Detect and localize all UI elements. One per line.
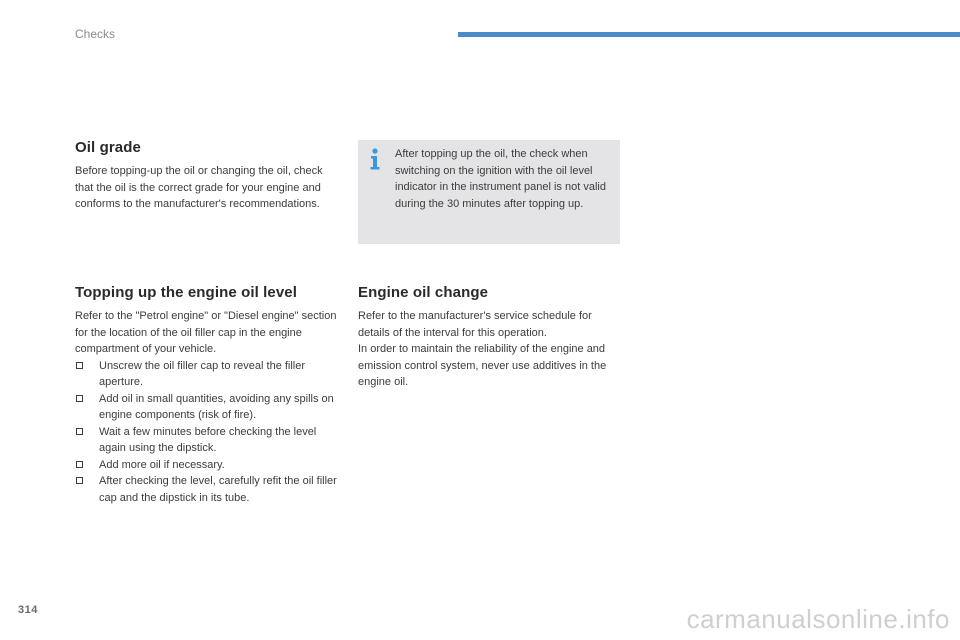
- oil-grade-heading: Oil grade: [75, 139, 141, 156]
- section-title: Checks: [75, 27, 116, 41]
- topping-up-steps: [75, 358, 340, 507]
- info-note-text: After topping up the oil, the check when switching on the ignition with the oil level indicator in the instrument panel is not valid during the 30 minutes after topping up.: [395, 148, 606, 210]
- oil-grade-section: [75, 139, 340, 213]
- topping-up-intro: Refer to the "Petrol engine" or "Diesel engine" section for the location of the oil filler cap in the engine compartment of your vehicle.: [75, 310, 337, 355]
- info-note-box: [358, 140, 620, 244]
- oil-change-paragraph-1: Refer to the manufacturer's service schedule for details of the interval for this operation.: [358, 310, 592, 339]
- info-icon: [368, 148, 382, 170]
- section-accent-bar: [458, 32, 960, 37]
- list-item: After checking the level, carefully refit the oil filler cap and the dipstick in its tube.: [75, 473, 340, 506]
- checkbox-bullet-icon: [76, 461, 83, 468]
- oil-grade-body: Before topping-up the oil or changing the oil, check that the oil is the correct grade for your engine and conforms to the manufacturer's recommendations.: [75, 165, 323, 210]
- oil-change-section: [358, 284, 618, 391]
- checkbox-bullet-icon: [76, 428, 83, 435]
- watermark: carmanualsonline.info: [686, 604, 950, 634]
- list-item: Add more oil if necessary.: [75, 457, 340, 474]
- list-item: Wait a few minutes before checking the level again using the dipstick.: [75, 424, 340, 457]
- oil-change-paragraph-2: In order to maintain the reliability of the engine and emission control system, never use additives in the engine oil.: [358, 343, 607, 388]
- oil-change-heading: Engine oil change: [358, 284, 489, 301]
- topping-up-heading: Topping up the engine oil level: [75, 284, 297, 301]
- checkbox-bullet-icon: [76, 395, 83, 402]
- page-number: 314: [18, 604, 38, 616]
- topping-up-section: [75, 284, 340, 506]
- checkbox-bullet-icon: [76, 362, 83, 369]
- checkbox-bullet-icon: [76, 477, 83, 484]
- list-item: Add oil in small quantities, avoiding any spills on engine components (risk of fire).: [75, 391, 340, 424]
- list-item: Unscrew the oil filler cap to reveal the filler aperture.: [75, 358, 340, 391]
